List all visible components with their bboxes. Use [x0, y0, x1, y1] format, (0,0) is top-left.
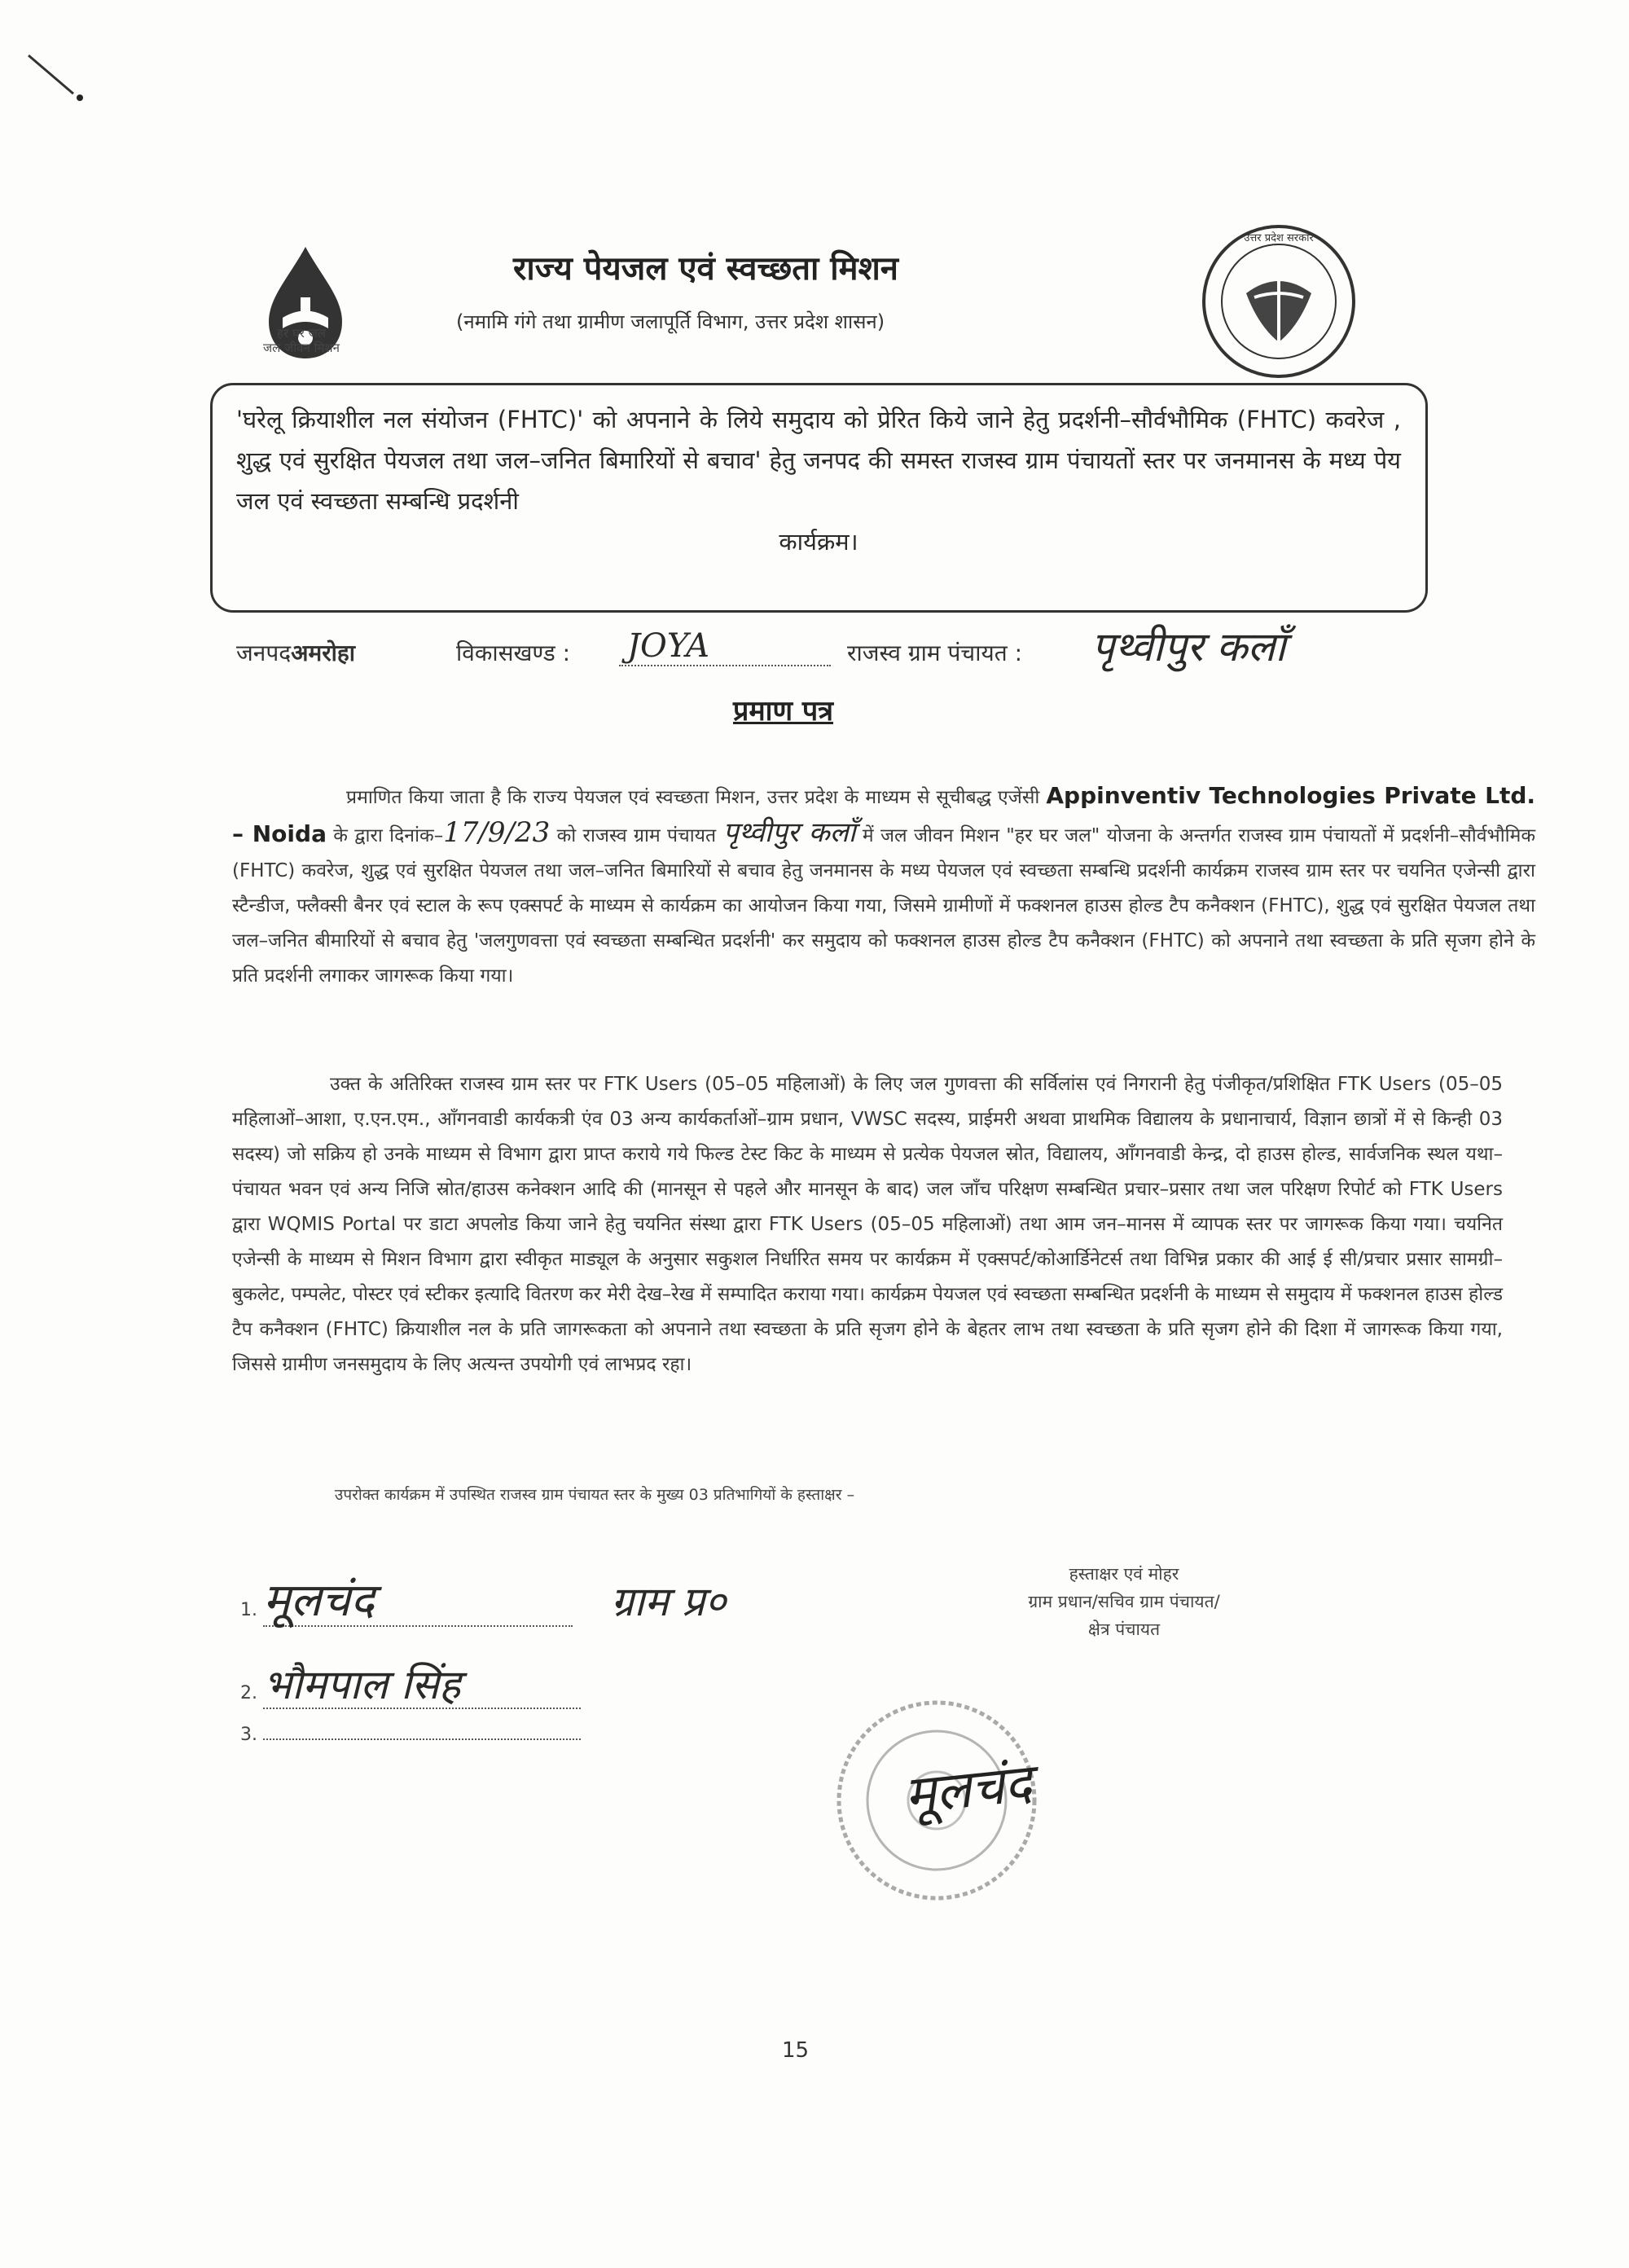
- participant-2-num: 2.: [240, 1683, 257, 1703]
- date-value: 17/9/23: [443, 816, 551, 849]
- para1-intro: प्रमाणित किया जाता है कि राज्य पेयजल एवं स्वच्छता मिशन, उत्तर प्रदेश के माध्यम से सूचीबद्ध एजेंसी: [346, 787, 1040, 808]
- district-label: जनपद: [236, 640, 292, 666]
- mission-subtitle: (नमामि गंगे तथा ग्रामीण जलापूर्ति विभाग, उत्तर प्रदेश शासन): [456, 310, 885, 333]
- left-logo-caption-1: हर घर जल: [277, 326, 326, 341]
- participant-1-num: 1.: [240, 1600, 257, 1620]
- emblem-text: उत्तर प्रदेश सरकार: [1244, 232, 1314, 244]
- corner-pen-mark: [24, 49, 90, 106]
- authority-sign-line-2: ग्राम प्रधान/सचिव ग्राम पंचायत/: [1028, 1592, 1220, 1611]
- authority-sign-line-3: क्षेत्र पंचायत: [1087, 1620, 1161, 1639]
- mission-title: राज्य पेयजल एवं स्वच्छता मिशन: [513, 249, 898, 288]
- para1-gp-value: पृथ्वीपुर कलाँ: [722, 816, 856, 849]
- participant-2: [240, 1662, 581, 1709]
- block-value-line: [619, 627, 831, 666]
- district-field: [236, 637, 355, 668]
- participant-3-num: 3.: [240, 1725, 257, 1745]
- program-title-last-line: कार्यक्रम।: [779, 528, 858, 556]
- program-title-text: [236, 399, 1401, 562]
- participant-2-signature: भौमपाल सिंह: [263, 1662, 581, 1709]
- up-government-emblem-icon: [1189, 220, 1368, 383]
- authority-sign-line-1: हस्ताक्षर एवं मोहर: [1069, 1564, 1179, 1584]
- gp-label: राजस्व ग्राम पंचायत :: [847, 640, 1022, 666]
- certificate-paragraph-2: उक्त के अतिरिक्त राजस्व ग्राम स्तर पर FTK Users (05–05 महिलाओं) के लिए जल गुणवत्ता की सर्विलांस एवं निगरानी हेतु पंजीकृत/प्रशिक्षित FTK Users (05–05 महिलाओं–आशा, ए.एन.एम., आँगनवाडी कार्यकत्री एंव 03 अन्य कार्यकर्ताओं–ग्राम प्रधान, VWSC सदस्य, प्राईमरी अथवा प्राथमिक विद्यालय के प्रधानाचार्य, विज्ञान छात्रों में से किन्ही 03 सदस्य) जो सक्रिय हो उनके माध्यम से विभाग द्वारा प्राप्त कराये गये फिल्ड टेस्ट किट के माध्यम से प्रत्येक पेयजल स्रोत, विद्यालय, आँगनवाडी केन्द्र, दो हाउस होल्ड, सार्वजनिक स्थल यथा–पंचायत भवन एवं अन्य निजि स्रोत/हाउस कनेक्शन आदि की (मानसून से पहले और मानसून के बाद) जल जाँच परिक्षण सम्बन्धित प्रचार–प्रसार तथा जल परिक्षण रिपोर्ट को FTK Users द्वारा WQMIS Portal पर डाटा अपलोड किया जाने हेतु चयनित संस्था द्वारा FTK Users (05–05 महिलाओं) तथा आम जन–मानस में व्यापक स्तर पर जागरूक किया गया। चयनित एजेन्सी के माध्यम से मिशन विभाग द्वारा स्वीकृत माड्यूल के अनुसार सकुशल निर्धारित समय पर कार्यक्रम में एक्सपर्ट/कोआर्डिनेटर्स तथा विभिन्न प्रकार की आई ई सी/प्रचार प्रसार सामग्री–बुकलेट, पम्पलेट, पोस्टर एवं स्टीकर इत्यादि वितरण कर मेरी देख–रेख में सम्पादित कराया गया। कार्यक्रम पेयजल एवं स्वच्छता सम्बन्धित प्रदर्शनी के माध्यम से समुदाय में फक्शनल हाउस होल्ड टैप कनैक्शन (FHTC) क्रियाशील नल के प्रति जागरूकता को अपनाने तथा स्वच्छता के प्रति सृजग होने के बेहतर लाभ तथा स्वच्छता के प्रति सृजग होने की दिशा में जागरूक किया गया, जिससे ग्रामीण जनसमुदाय के लिए अत्यन्त उपयोगी एवं लाभप्रद रहा।: [232, 1074, 1503, 1375]
- agency-name: Appinventiv Technologies Private Ltd. – Noida: [232, 782, 1536, 847]
- block-label: विकासखण्ड :: [456, 640, 571, 666]
- left-logo-caption: [220, 326, 383, 355]
- participant-3-signature: [263, 1719, 581, 1740]
- gp-value: पृथ्वीपुर कलाँ: [1091, 623, 1286, 670]
- authority-signature: मूलचंद: [901, 1753, 1035, 1826]
- program-title-main: 'घरेलू क्रियाशील नल संयोजन (FHTC)' को अपनाने के लिये समुदाय को प्रेरित किये जाने हेतु प्रदर्शनी–सौर्वभौमिक (FHTC) कवरेज , शुद्ध एवं सुरक्षित पेयजल तथा जल–जनित बिमारियों से बचाव' हेतु जनपद की समस्त राजस्व ग्राम पंचायतों स्तर पर जनमानस के मध्य पेय जल एवं स्वच्छता सम्बन्धि प्रदर्शनी: [236, 406, 1401, 515]
- authority-sign-block: [977, 1560, 1271, 1643]
- page-number: 15: [782, 2038, 810, 2063]
- participant-1: [240, 1572, 726, 1628]
- district-value: अमरोहा: [291, 640, 356, 666]
- block-value: JOYA: [627, 627, 710, 665]
- certificate-paragraph-1: [232, 778, 1535, 994]
- para1-body: में जल जीवन मिशन "हर घर जल" योजना के अन्तर्गत राजस्व ग्राम पंचायतों में प्रदर्शनी–सौर्वभौमिक (FHTC) कवरेज, शुद्ध एवं सुरक्षित पेयजल तथा जल–जनित बिमारियों से बचाव हेतु जनमानस के मध्य पेयजल एवं स्वच्छता सम्बन्धि प्रदर्शनी कार्यक्रम राजस्व ग्राम स्तर पर चयनित एजेन्सी द्वारा स्टैन्डीज, फ्लैक्सी बैनर एवं स्टाल के रूप एक्सपर्ट के माध्यम से कार्यक्रम का आयोजन किया गया, जिसमे ग्रामीणों में फक्शनल हाउस होल्ड टैप कनैक्शन (FHTC), शुद्ध एवं सुरक्षित पेयजल तथा जल–जनित बीमारियों से बचाव हेतु 'जलगुणवत्ता एवं स्वच्छता सम्बन्धित प्रदर्शनी' कर समुदाय को फक्शनल हाउस होल्ड टैप कनैक्शन (FHTC) को अपनाने तथा स्वच्छता के प्रति सृजग होने के प्रति प्रदर्शनी लगाकर जागरूक किया गया।: [232, 825, 1536, 987]
- participants-caption: उपरोक्त कार्यक्रम में उपस्थित राजस्व ग्राम पंचायत स्तर के मुख्य 03 प्रतिभागियों के हस्ताक्षर –: [334, 1486, 855, 1504]
- para1-gp-label: को राजस्व ग्राम पंचायत: [556, 825, 717, 846]
- left-logo-caption-2: जल जीवन मिशन: [263, 341, 340, 355]
- participant-1-role: ग्राम प्र०: [611, 1578, 727, 1625]
- participant-1-signature: मूलचंद: [263, 1576, 573, 1627]
- block-field: [456, 637, 570, 668]
- participant-3: [240, 1719, 581, 1745]
- certificate-title: प्रमाण पत्र: [733, 695, 833, 727]
- date-label: के द्वारा दिनांक–: [333, 825, 444, 846]
